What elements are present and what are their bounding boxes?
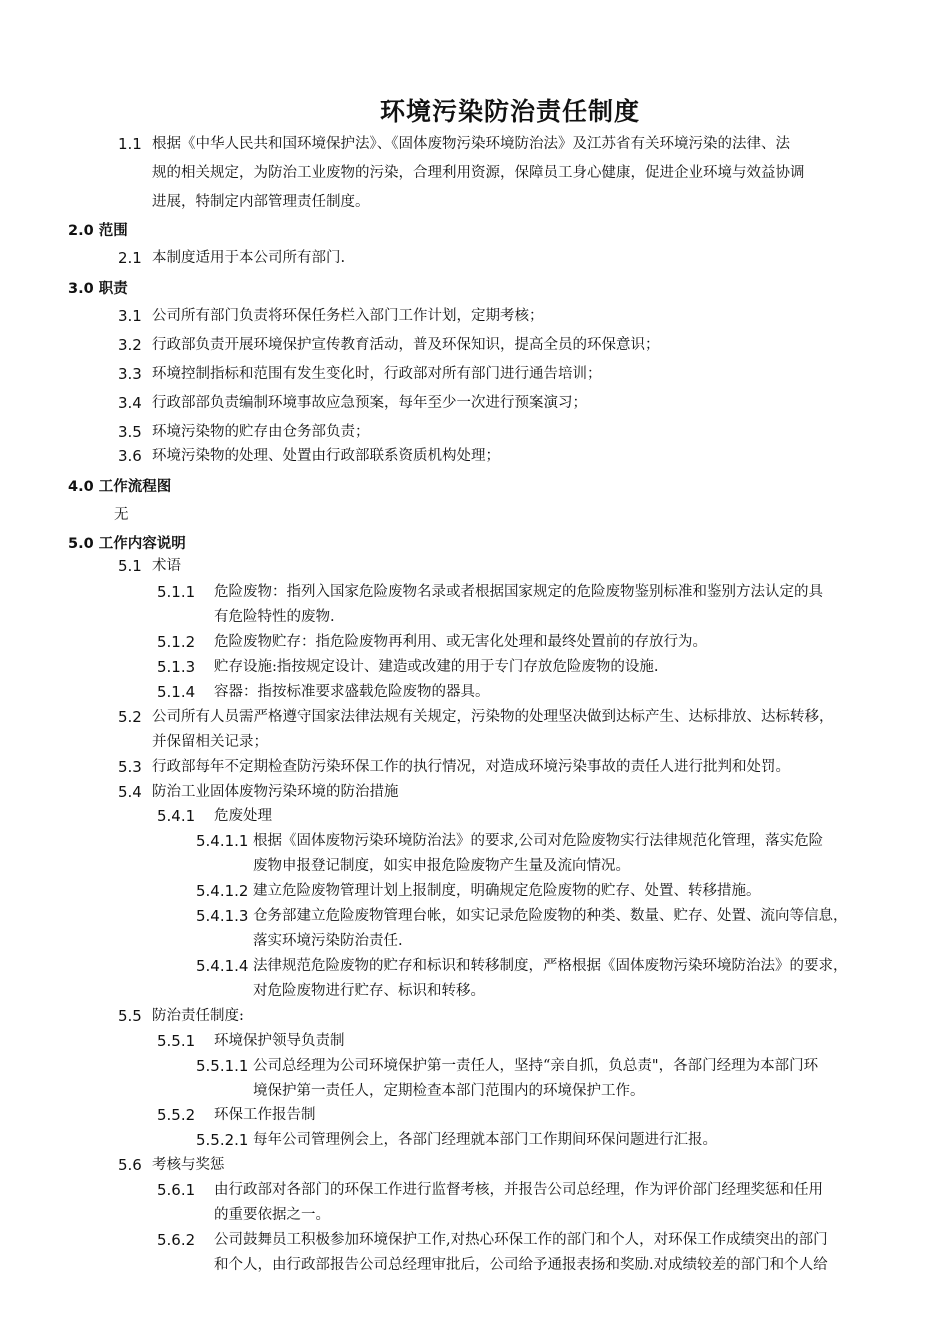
clause-number: 5.1.1 bbox=[157, 583, 196, 601]
clause-number: 5.4.1.3 bbox=[196, 907, 249, 925]
clause-text: 危险废物贮存：指危险废物再利用、或无害化处理和最终处置前的存放行为。 bbox=[214, 634, 707, 650]
clause-number: 3.4 bbox=[118, 394, 142, 412]
clause-text: 规的相关规定，为防治工业废物的污染，合理利用资源，保障员工身心健康，促进企业环境与效益协调 bbox=[152, 165, 805, 181]
section-label: 职责 bbox=[98, 281, 128, 297]
section-label: 范围 bbox=[98, 223, 128, 239]
clause-text: 危险废物：指列入国家危险废物名录或者根据国家规定的危险废物鉴别标准和鉴别方法认定的具 bbox=[214, 584, 823, 600]
clause-text: 境保护第一责任人，定期检查本部门范围内的环境保护工作。 bbox=[253, 1083, 645, 1099]
clause-number: 5.1.3 bbox=[157, 658, 196, 676]
section-heading-scope bbox=[68, 219, 128, 240]
flowchart-none-text: 无 bbox=[114, 507, 129, 523]
clause-number: 5.6 bbox=[118, 1156, 142, 1174]
clause-number: 5.5.1 bbox=[157, 1032, 196, 1050]
clause-number: 5.4.1.2 bbox=[196, 882, 249, 900]
section-number: 5.0 bbox=[68, 536, 94, 552]
clause-text: 行政部每年不定期检查防污染环保工作的执行情况，对造成环境污染事故的责任人进行批判和处罚。 bbox=[152, 759, 790, 775]
clause-number: 5.2 bbox=[118, 708, 142, 726]
clause-text: 公司鼓舞员工积极参加环境保护工作,对热心环保工作的部门和个人，对环保工作成绩突出的部门 bbox=[214, 1232, 828, 1248]
section-number: 3.0 bbox=[68, 281, 94, 297]
clause-text: 公司所有人员需严格遵守国家法律法规有关规定，污染物的处理坚决做到达标产生、达标排放、达标转移， bbox=[152, 709, 834, 725]
clause-number: 5.6.2 bbox=[157, 1231, 196, 1249]
clause-text: 容器：指按标准要求盛载危险废物的器具。 bbox=[214, 684, 490, 700]
clause-text: 每年公司管理例会上，各部门经理就本部门工作期间环保问题进行汇报。 bbox=[253, 1132, 717, 1148]
clause-number: 3.5 bbox=[118, 423, 142, 441]
clause-text: 环境污染物的贮存由仓务部负责； bbox=[152, 424, 370, 440]
clause-number: 5.5.2 bbox=[157, 1106, 196, 1124]
clause-number: 5.3 bbox=[118, 758, 142, 776]
clause-number: 5.1.4 bbox=[157, 683, 196, 701]
section-heading-flowchart bbox=[68, 475, 171, 496]
clause-number: 3.2 bbox=[118, 336, 142, 354]
clause-text: 防治工业固体废物污染环境的防治措施 bbox=[152, 784, 399, 800]
clause-text: 环保工作报告制 bbox=[214, 1107, 316, 1123]
document-title: 环境污染防治责任制度 bbox=[379, 97, 640, 126]
section-number: 4.0 bbox=[68, 479, 94, 495]
clause-text: 根据《固体废物污染环境防治法》的要求,公司对危险废物实行法律规范化管理，落实危险 bbox=[253, 833, 824, 849]
clause-text: 公司总经理为公司环境保护第一责任人，坚持“亲自抓，负总责"，各部门经理为本部门环 bbox=[253, 1058, 819, 1074]
clause-number: 5.1.2 bbox=[157, 633, 196, 651]
clause-text: 防治责任制度: bbox=[152, 1008, 244, 1024]
clause-text: 贮存设施:指按规定设计、建造或改建的用于专门存放危险废物的设施. bbox=[214, 659, 659, 675]
clause-text: 考核与奖惩 bbox=[152, 1157, 225, 1173]
clause-text: 有危险特性的废物. bbox=[214, 609, 335, 625]
clause-text: 行政部部负责编制环境事故应急预案，每年至少一次进行预案演习； bbox=[152, 395, 587, 411]
clause-text: 对危险废物进行贮存、标识和转移。 bbox=[253, 983, 485, 999]
clause-number: 5.4.1.1 bbox=[196, 832, 249, 850]
clause-number: 2.1 bbox=[118, 249, 142, 267]
clause-number: 3.6 bbox=[118, 447, 142, 465]
clause-number: 5.4 bbox=[118, 783, 142, 801]
clause-text: 公司所有部门负责将环保任务栏入部门工作计划，定期考核； bbox=[152, 308, 544, 324]
clause-text: 术语 bbox=[152, 558, 181, 574]
clause-number: 3.1 bbox=[118, 307, 142, 325]
clause-number: 5.5 bbox=[118, 1007, 142, 1025]
clause-number: 1.1 bbox=[118, 135, 142, 153]
section-label: 工作内容说明 bbox=[98, 536, 186, 552]
clause-number: 5.4.1.4 bbox=[196, 957, 249, 975]
section-label: 工作流程图 bbox=[98, 479, 172, 495]
clause-text: 建立危险废物管理计划上报制度，明确规定危险废物的贮存、处置、转移措施。 bbox=[253, 883, 761, 899]
clause-number: 5.5.2.1 bbox=[196, 1131, 249, 1149]
clause-number: 3.3 bbox=[118, 365, 142, 383]
clause-text: 废物申报登记制度，如实申报危险废物产生量及流向情况。 bbox=[253, 858, 630, 874]
clause-number: 5.5.1.1 bbox=[196, 1057, 249, 1075]
clause-number: 5.6.1 bbox=[157, 1181, 196, 1199]
clause-text: 行政部负责开展环境保护宣传教育活动，普及环保知识，提高全员的环保意识； bbox=[152, 337, 660, 353]
clause-text: 和个人，由行政部报告公司总经理审批后，公司给予通报表扬和奖励.对成绩较差的部门和个人给 bbox=[214, 1257, 828, 1273]
clause-text: 由行政部对各部门的环保工作进行监督考核，并报告公司总经理，作为评价部门经理奖惩和任用 bbox=[214, 1182, 823, 1198]
clause-text: 环境控制指标和范围有发生变化时，行政部对所有部门进行通告培训； bbox=[152, 366, 602, 382]
clause-text: 进展，特制定内部管理责任制度。 bbox=[152, 194, 370, 210]
section-heading-work-content bbox=[68, 532, 186, 553]
clause-text: 根据《中华人民共和国环境保护法》、《固体废物污染环境防治法》及江苏省有关环境污染的法律、法 bbox=[152, 136, 790, 152]
clause-number: 5.1 bbox=[118, 557, 142, 575]
clause-text: 本制度适用于本公司所有部门. bbox=[152, 250, 346, 266]
clause-text: 环境污染物的处理、处置由行政部联系资质机构处理； bbox=[152, 448, 500, 464]
clause-text: 仓务部建立危险废物管理台帐，如实记录危险废物的种类、数量、贮存、处置、流向等信息， bbox=[253, 908, 848, 924]
clause-text: 并保留相关记录； bbox=[152, 734, 268, 750]
clause-text: 环境保护领导负责制 bbox=[214, 1033, 345, 1049]
clause-text: 法律规范危险废物的贮存和标识和转移制度，严格根据《固体废物污染环境防治法》的要求， bbox=[253, 958, 848, 974]
clause-text: 落实环境污染防治责任. bbox=[253, 933, 403, 949]
section-number: 2.0 bbox=[68, 223, 94, 239]
clause-text: 的重要依据之一。 bbox=[214, 1207, 330, 1223]
clause-number: 5.4.1 bbox=[157, 807, 196, 825]
clause-text: 危废处理 bbox=[214, 808, 272, 824]
section-heading-duties bbox=[68, 277, 128, 298]
